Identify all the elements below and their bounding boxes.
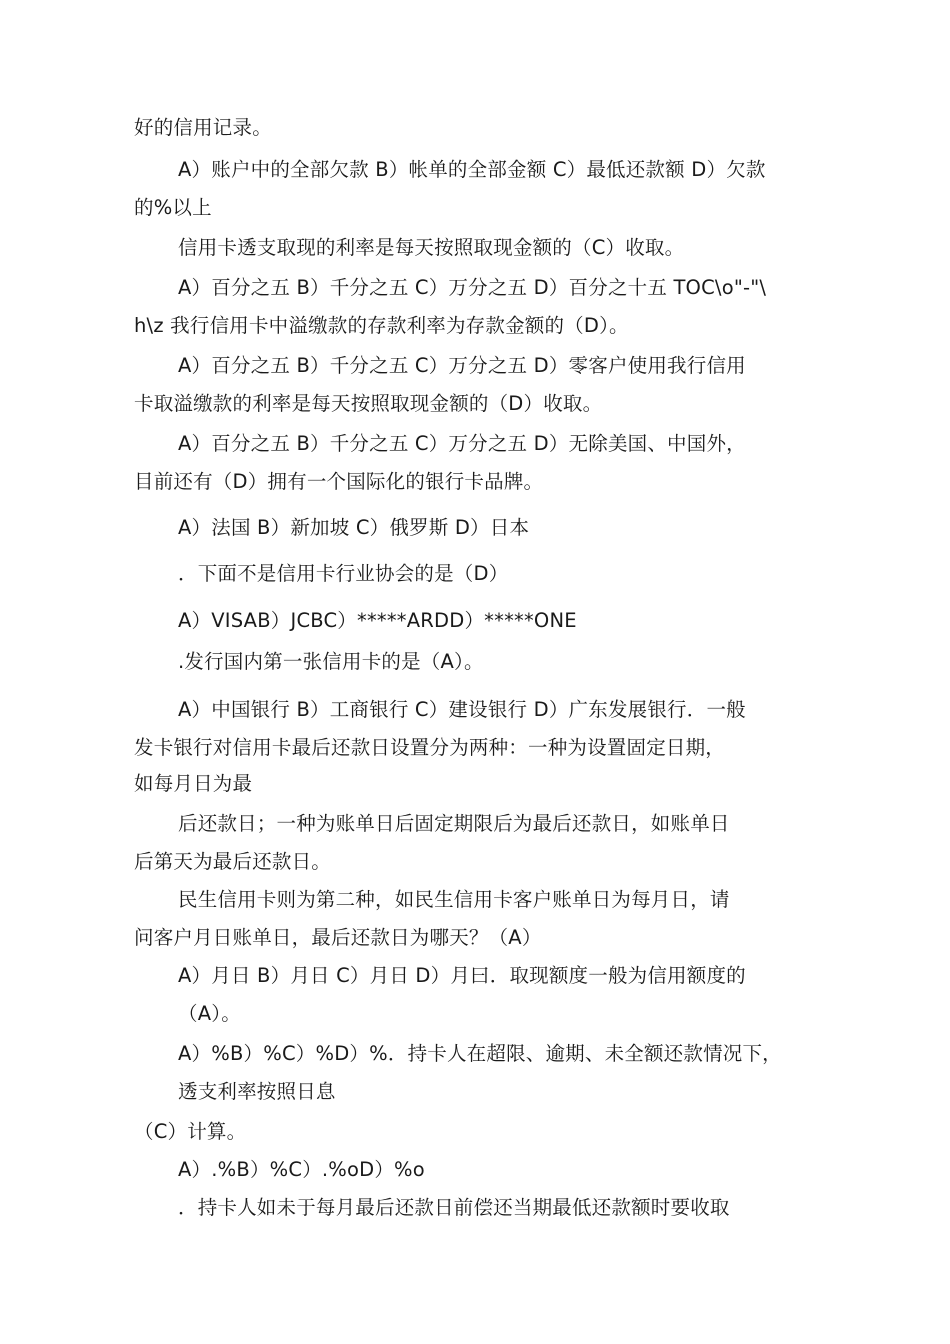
text-line-23: （A）。 xyxy=(178,1002,241,1025)
text-line-24: A）%B）%C）%D）%．持卡人在超限、逾期、未全额还款情况下， xyxy=(178,1042,782,1065)
text-line-19: 后第天为最后还款日。 xyxy=(134,850,332,873)
text-line-1: 好的信用记录。 xyxy=(134,116,272,139)
text-line-9: A）百分之五 B）千分之五 C）万分之五 D）无除美国、中国外， xyxy=(178,432,746,455)
text-line-11: A）法国 B）新加坡 C）俄罗斯 D）日本 xyxy=(178,516,530,539)
text-line-18: 后还款日；一种为账单日后固定期限后为最后还款日，如账单日 xyxy=(178,812,730,835)
text-line-12: ．下面不是信用卡行业协会的是（D） xyxy=(178,562,509,585)
text-line-26: （C）计算。 xyxy=(134,1120,247,1143)
text-line-22: A）月日 B）月日 C）月日 D）月曰．取现额度一般为信用额度的 xyxy=(178,964,746,987)
text-line-7: A）百分之五 B）千分之五 C）万分之五 D）零客户使用我行信用 xyxy=(178,354,746,377)
text-line-5: A）百分之五 B）千分之五 C）万分之五 D）百分之十五 TOC\o"-"\ xyxy=(178,276,767,299)
text-line-13: A）VISAB）JCBC）*****ARDD）*****ONE xyxy=(178,609,577,632)
text-line-10: 目前还有（D）拥有一个国际化的银行卡品牌。 xyxy=(134,470,544,493)
text-line-14: .发行国内第一张信用卡的是（A）。 xyxy=(178,650,484,673)
text-line-15: A）中国银行 B）工商银行 C）建设银行 D）广东发展银行．一般 xyxy=(178,698,746,721)
text-line-3: 的%以上 xyxy=(134,196,212,219)
text-line-21: 问客户月日账单日，最后还款日为哪天？（A） xyxy=(134,926,542,949)
text-line-4: 信用卡透支取现的利率是每天按照取现金额的（C）收取。 xyxy=(178,236,685,259)
text-line-25: 透支利率按照日息 xyxy=(178,1080,336,1103)
text-line-17: 如每月日为最 xyxy=(134,772,253,795)
text-line-27: A）.%B）%C）.%oD）%o xyxy=(178,1158,425,1181)
text-line-8: 卡取溢缴款的利率是每天按照取现金额的（D）收取。 xyxy=(134,392,603,415)
text-line-20: 民生信用卡则为第二种，如民生信用卡客户账单日为每月日，请 xyxy=(178,888,730,911)
text-line-6: h\z 我行信用卡中溢缴款的存款利率为存款金额的（D）。 xyxy=(134,314,629,337)
text-line-2: A）账户中的全部欠款 B）帐单的全部金额 C）最低还款额 D）欠款 xyxy=(178,158,766,181)
text-line-16: 发卡银行对信用卡最后还款日设置分为两种：一种为设置固定日期， xyxy=(134,736,726,759)
text-line-28: ．持卡人如未于每月最后还款日前偿还当期最低还款额时要收取 xyxy=(178,1196,730,1219)
